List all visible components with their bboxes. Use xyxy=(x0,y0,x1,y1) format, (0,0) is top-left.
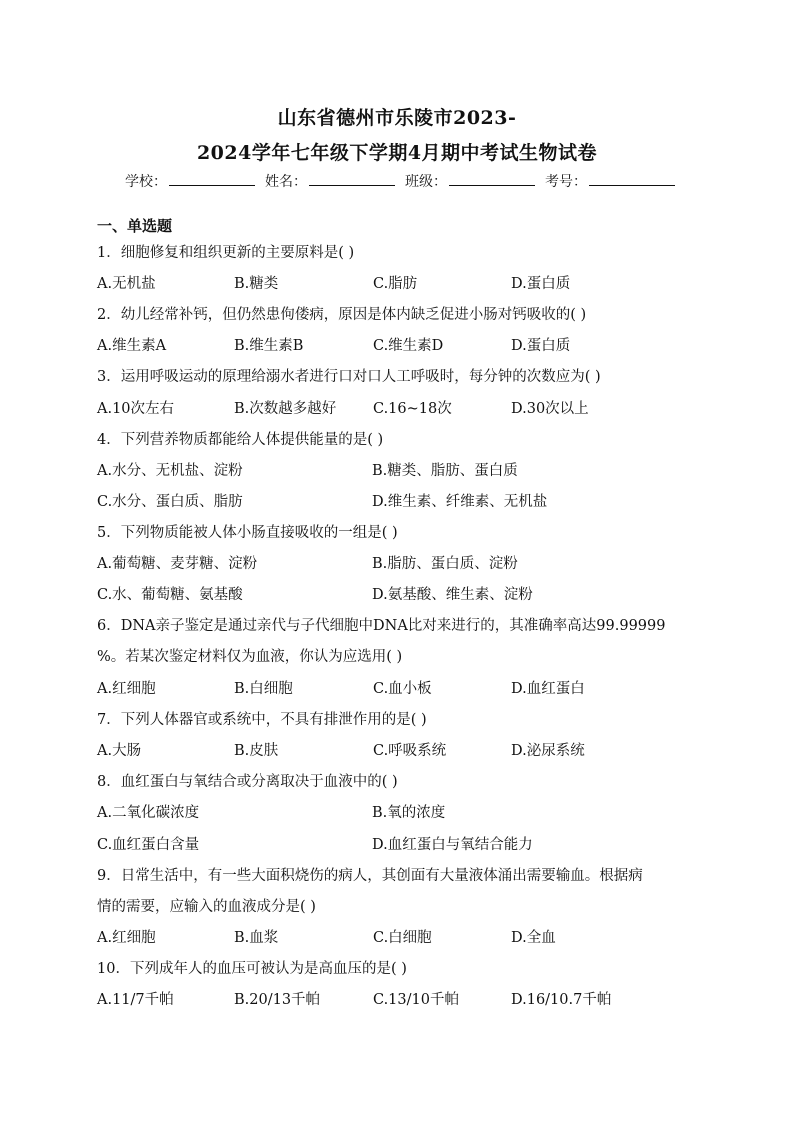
option-d: D.蛋白质 xyxy=(511,276,571,292)
option-c: C.白细胞 xyxy=(373,930,432,946)
question-stem: 8．血红蛋白与氧结合或分离取决于血液中的( ) xyxy=(97,774,398,790)
option-d: D.血红蛋白 xyxy=(511,681,585,697)
option-c: C.血小板 xyxy=(373,681,432,697)
option-a: A.水分、无机盐、淀粉 xyxy=(97,463,243,479)
question-stem: 2．幼儿经常补钙，但仍然患佝偻病，原因是体内缺乏促进小肠对钙吸收的( ) xyxy=(97,307,587,323)
school-blank xyxy=(169,171,255,186)
option-b: B.脂肪、蛋白质、淀粉 xyxy=(372,556,518,572)
option-a: A.红细胞 xyxy=(97,681,156,697)
exam-number-field xyxy=(545,171,679,191)
option-b: B.血浆 xyxy=(234,930,279,946)
option-a: A.红细胞 xyxy=(97,930,156,946)
exam-title-line-2: 2024学年七年级下学期4月期中考试生物试卷 xyxy=(196,142,598,164)
name-blank xyxy=(309,171,395,186)
option-b: B.糖类 xyxy=(234,276,279,292)
option-c: C.16~18次 xyxy=(373,401,452,417)
option-d: D.16/10.7千帕 xyxy=(511,992,612,1008)
option-a: A.11/7千帕 xyxy=(97,992,174,1008)
question-stem: 3．运用呼吸运动的原理给溺水者进行口对口人工呼吸时，每分钟的次数应为( ) xyxy=(97,369,601,385)
option-d: D.全血 xyxy=(511,930,556,946)
exam-title-line-1: 山东省德州市乐陵市2023- xyxy=(277,107,517,129)
option-d: D.氨基酸、维生素、淀粉 xyxy=(372,587,533,603)
question-stem: 1．细胞修复和组织更新的主要原料是( ) xyxy=(97,245,355,261)
option-a: A.大肠 xyxy=(97,743,142,759)
option-a: A.维生素A xyxy=(97,338,167,354)
class-blank xyxy=(449,171,535,186)
class-field xyxy=(405,171,539,191)
school-field xyxy=(125,171,259,191)
option-c: C.水、葡萄糖、氨基酸 xyxy=(97,587,243,603)
option-c: C.血红蛋白含量 xyxy=(97,837,200,853)
option-c: C.脂肪 xyxy=(373,276,418,292)
class-label: 班级： xyxy=(405,174,447,190)
option-b: B.白细胞 xyxy=(234,681,293,697)
question-stem: 7．下列人体器官或系统中，不具有排泄作用的是( ) xyxy=(97,712,427,728)
option-a: A.二氧化碳浓度 xyxy=(97,805,200,821)
option-d: D.蛋白质 xyxy=(511,338,571,354)
option-b: B.皮肤 xyxy=(234,743,279,759)
option-d: D.维生素、纤维素、无机盐 xyxy=(372,494,548,510)
exam-number-label: 考号： xyxy=(545,174,587,190)
question-stem: 5．下列物质能被人体小肠直接吸收的一组是( ) xyxy=(97,525,398,541)
question-stem: 10．下列成年人的血压可被认为是高血压的是( ) xyxy=(97,961,407,977)
name-field xyxy=(265,171,399,191)
option-d: D.泌尿系统 xyxy=(511,743,585,759)
option-b: B.维生素B xyxy=(234,338,304,354)
option-b: B.20/13千帕 xyxy=(234,992,321,1008)
option-a: A.10次左右 xyxy=(97,401,175,417)
question-stem-continued: %。若某次鉴定材料仅为血液，你认为应选用( ) xyxy=(97,649,403,665)
option-a: A.无机盐 xyxy=(97,276,156,292)
student-info-row xyxy=(125,171,685,191)
school-label: 学校： xyxy=(125,174,167,190)
question-stem: 9．日常生活中，有一些大面积烧伤的病人，其创面有大量液体涌出需要输血。根据病 xyxy=(97,868,643,884)
option-b: B.糖类、脂肪、蛋白质 xyxy=(372,463,518,479)
option-b: B.氧的浓度 xyxy=(372,805,446,821)
section-heading: 一、单选题 xyxy=(97,217,173,235)
option-a: A.葡萄糖、麦芽糖、淀粉 xyxy=(97,556,258,572)
exam-number-blank xyxy=(589,171,675,186)
option-c: C.维生素D xyxy=(373,338,444,354)
option-c: C.水分、蛋白质、脂肪 xyxy=(97,494,243,510)
option-c: C.呼吸系统 xyxy=(373,743,447,759)
question-stem-continued: 情的需要，应输入的血液成分是( ) xyxy=(97,899,316,915)
question-stem: 4．下列营养物质都能给人体提供能量的是( ) xyxy=(97,432,384,448)
option-c: C.13/10千帕 xyxy=(373,992,459,1008)
option-d: D.30次以上 xyxy=(511,401,589,417)
option-b: B.次数越多越好 xyxy=(234,401,337,417)
option-d: D.血红蛋白与氧结合能力 xyxy=(372,837,533,853)
name-label: 姓名： xyxy=(265,174,307,190)
question-stem: 6．DNA亲子鉴定是通过亲代与子代细胞中DNA比对来进行的，其准确率高达99.99999 xyxy=(97,618,666,634)
